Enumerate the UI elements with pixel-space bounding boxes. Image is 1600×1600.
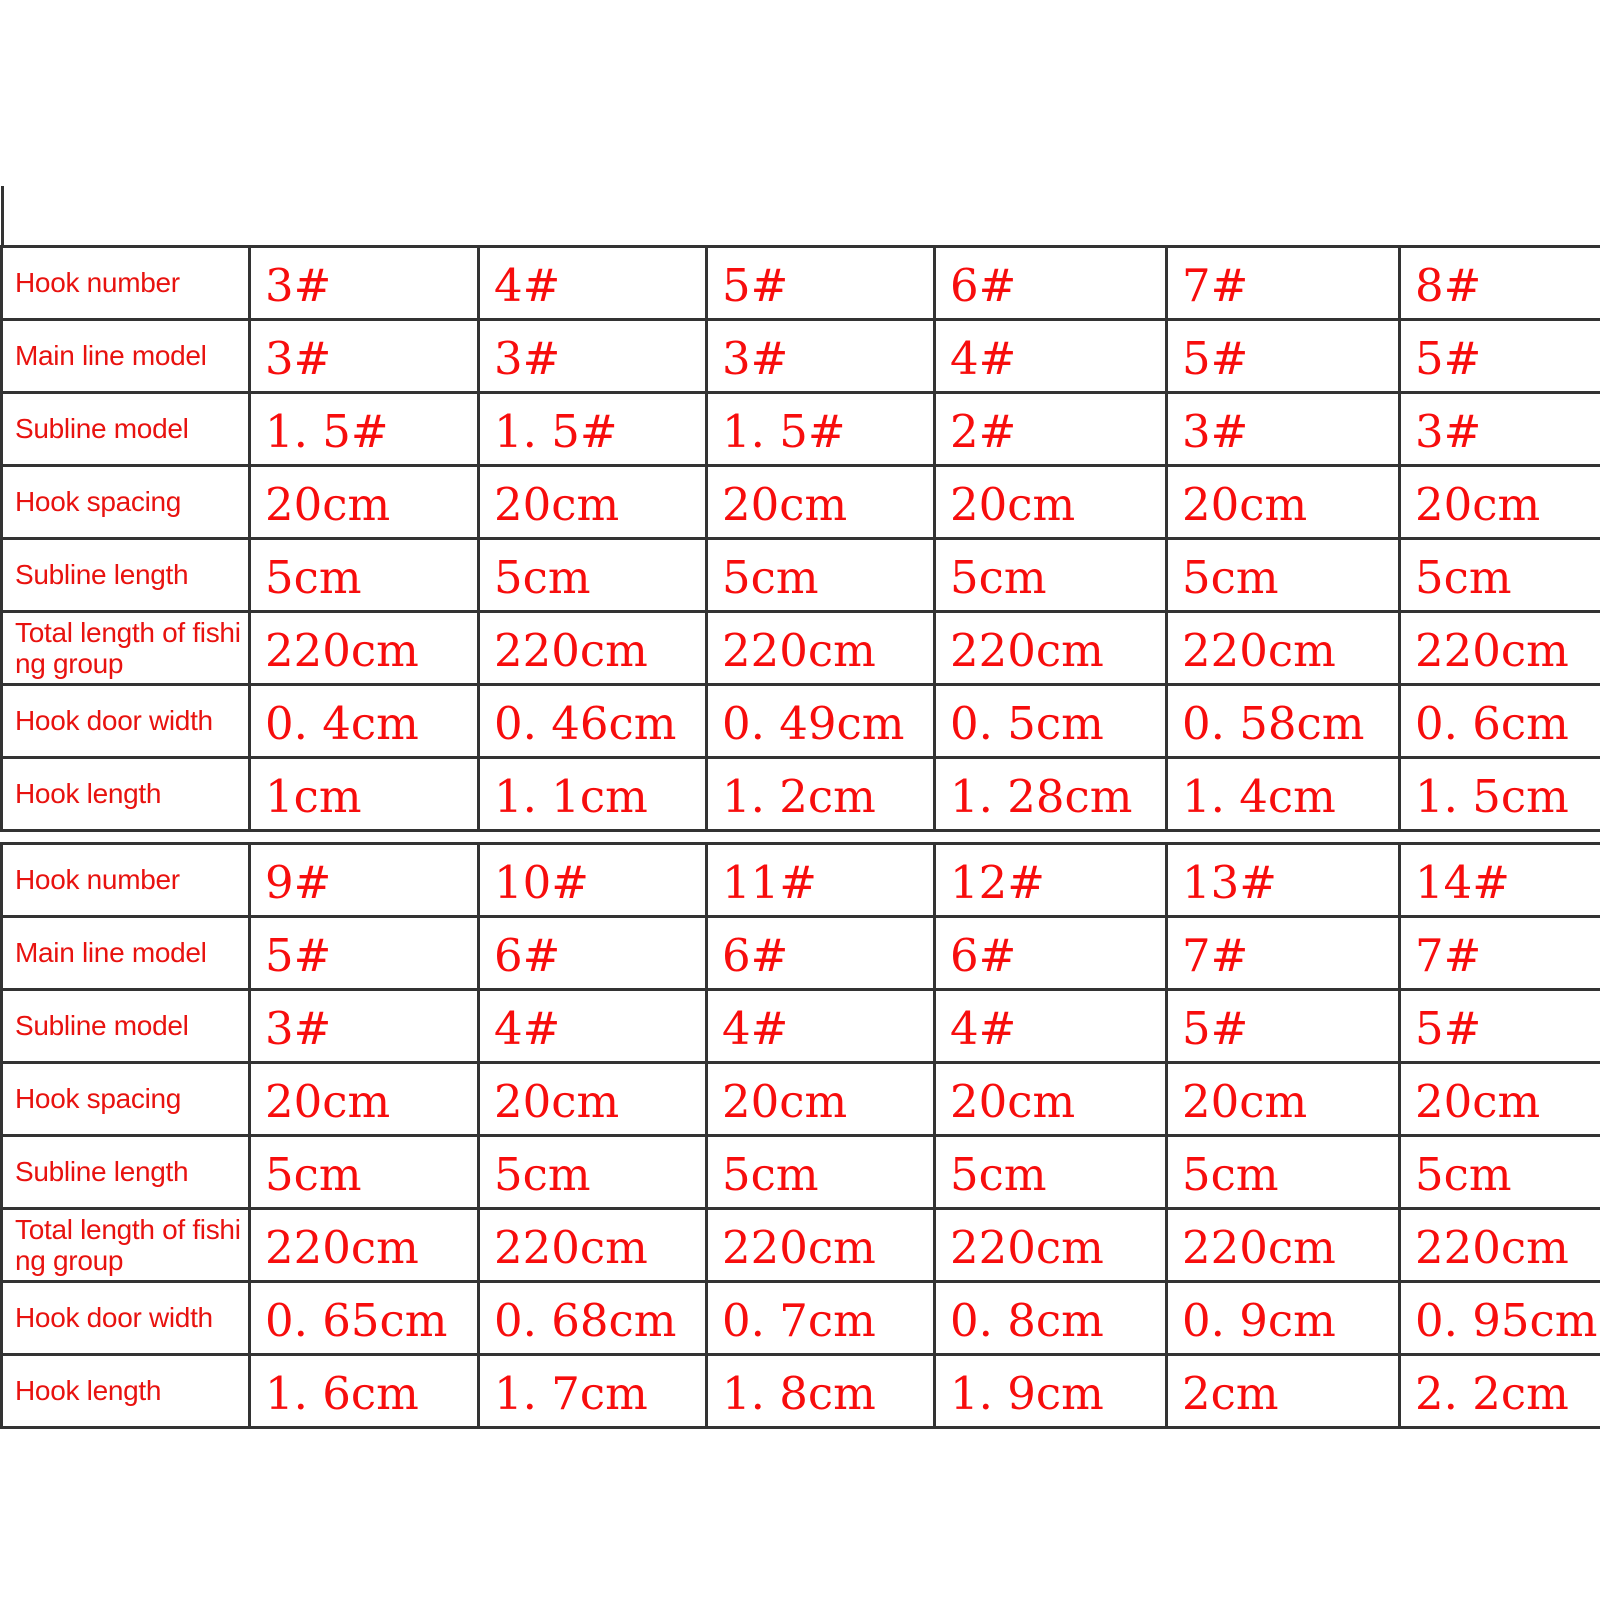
spec-value: 5# xyxy=(1167,320,1400,393)
row-label: Hook spacing xyxy=(2,466,250,539)
spec-value: 6# xyxy=(707,917,935,990)
table-row xyxy=(2,247,1600,320)
spec-value: 0. 68cm xyxy=(479,1282,707,1355)
spec-value: 8# xyxy=(1400,247,1600,320)
spec-value: 20cm xyxy=(250,1063,479,1136)
spec-value: 220cm xyxy=(479,612,707,685)
spec-value: 20cm xyxy=(935,1063,1167,1136)
row-label: Hook door width xyxy=(2,685,250,758)
table-row xyxy=(2,990,1600,1063)
spec-value: 20cm xyxy=(707,1063,935,1136)
spec-value: 2cm xyxy=(1167,1355,1400,1428)
table-row xyxy=(2,466,1600,539)
spec-value: 5cm xyxy=(1400,1136,1600,1209)
spec-value: 1. 7cm xyxy=(479,1355,707,1428)
spec-value: 6# xyxy=(935,247,1167,320)
spec-value: 3# xyxy=(707,320,935,393)
row-label: Subline length xyxy=(2,539,250,612)
spec-value: 20cm xyxy=(250,466,479,539)
spec-value: 3# xyxy=(1400,393,1600,466)
spec-value: 20cm xyxy=(935,466,1167,539)
spec-value: 5# xyxy=(707,247,935,320)
spec-value: 9# xyxy=(250,844,479,917)
spec-value: 0. 95cm xyxy=(1400,1282,1600,1355)
table-row xyxy=(2,758,1600,831)
spec-value: 5# xyxy=(250,917,479,990)
spec-value: 20cm xyxy=(707,466,935,539)
spec-value: 3# xyxy=(250,320,479,393)
spec-value: 5cm xyxy=(479,539,707,612)
spec-value: 1. 1cm xyxy=(479,758,707,831)
spec-value: 4# xyxy=(935,990,1167,1063)
row-label: Total length of fishing group xyxy=(2,1209,250,1282)
spec-value: 4# xyxy=(479,990,707,1063)
row-label: Hook door width xyxy=(2,1282,250,1355)
spec-value: 1. 2cm xyxy=(707,758,935,831)
row-label: Subline length xyxy=(2,1136,250,1209)
spec-value: 0. 65cm xyxy=(250,1282,479,1355)
spec-value: 5cm xyxy=(935,1136,1167,1209)
spec-value: 5cm xyxy=(250,539,479,612)
spec-value: 20cm xyxy=(1400,466,1600,539)
spec-value: 5cm xyxy=(1167,1136,1400,1209)
spec-value: 220cm xyxy=(1400,1209,1600,1282)
row-label: Hook number xyxy=(2,247,250,320)
spec-value: 1. 8cm xyxy=(707,1355,935,1428)
table-row xyxy=(2,1209,1600,1282)
row-label: Subline model xyxy=(2,393,250,466)
table-row xyxy=(2,1136,1600,1209)
spec-value: 5cm xyxy=(707,1136,935,1209)
spec-value: 13# xyxy=(1167,844,1400,917)
spec-value: 7# xyxy=(1167,917,1400,990)
spec-value: 7# xyxy=(1400,917,1600,990)
table-row xyxy=(2,917,1600,990)
table-row xyxy=(2,612,1600,685)
spec-value: 0. 7cm xyxy=(707,1282,935,1355)
spec-value: 4# xyxy=(479,247,707,320)
spec-value: 220cm xyxy=(1167,1209,1400,1282)
row-label: Hook length xyxy=(2,1355,250,1428)
row-label: Subline model xyxy=(2,990,250,1063)
spec-value: 2# xyxy=(935,393,1167,466)
spec-value: 3# xyxy=(1167,393,1400,466)
spec-value: 220cm xyxy=(1400,612,1600,685)
row-label: Main line model xyxy=(2,320,250,393)
spec-value: 20cm xyxy=(1167,1063,1400,1136)
spec-value: 1. 28cm xyxy=(935,758,1167,831)
spec-value: 11# xyxy=(707,844,935,917)
row-label: Main line model xyxy=(2,917,250,990)
spec-value: 5# xyxy=(1167,990,1400,1063)
spec-value: 0. 8cm xyxy=(935,1282,1167,1355)
spec-value: 220cm xyxy=(707,612,935,685)
spec-value: 2. 2cm xyxy=(1400,1355,1600,1428)
row-label: Hook spacing xyxy=(2,1063,250,1136)
spec-value: 1. 5# xyxy=(707,393,935,466)
row-label: Hook length xyxy=(2,758,250,831)
spec-value: 10# xyxy=(479,844,707,917)
spec-value: 5cm xyxy=(250,1136,479,1209)
spec-value: 5# xyxy=(1400,990,1600,1063)
spec-value: 220cm xyxy=(250,1209,479,1282)
spec-value: 5cm xyxy=(479,1136,707,1209)
spec-value: 5cm xyxy=(1167,539,1400,612)
spec-value: 220cm xyxy=(1167,612,1400,685)
spec-value: 0. 46cm xyxy=(479,685,707,758)
spec-value: 1cm xyxy=(250,758,479,831)
spec-value: 3# xyxy=(250,990,479,1063)
spec-value: 5cm xyxy=(707,539,935,612)
spec-value: 1. 5# xyxy=(250,393,479,466)
left-edge-line xyxy=(1,186,4,246)
spec-value: 3# xyxy=(250,247,479,320)
table-row xyxy=(2,1063,1600,1136)
spec-value: 20cm xyxy=(479,1063,707,1136)
spec-value: 6# xyxy=(479,917,707,990)
spec-value: 1. 5cm xyxy=(1400,758,1600,831)
table-row xyxy=(2,844,1600,917)
spec-value: 220cm xyxy=(479,1209,707,1282)
spec-value: 220cm xyxy=(935,1209,1167,1282)
spec-value: 220cm xyxy=(707,1209,935,1282)
spec-value: 4# xyxy=(935,320,1167,393)
spec-value: 220cm xyxy=(935,612,1167,685)
spec-value: 4# xyxy=(707,990,935,1063)
spec-value: 1. 9cm xyxy=(935,1355,1167,1428)
spec-value: 5# xyxy=(1400,320,1600,393)
spec-value: 3# xyxy=(479,320,707,393)
spec-value: 6# xyxy=(935,917,1167,990)
spec-value: 0. 58cm xyxy=(1167,685,1400,758)
table-row xyxy=(2,539,1600,612)
spec-value: 0. 5cm xyxy=(935,685,1167,758)
spec-value: 12# xyxy=(935,844,1167,917)
row-label: Total length of fishing group xyxy=(2,612,250,685)
spec-table-hooks-9-14 xyxy=(0,842,1600,1429)
spec-value: 1. 4cm xyxy=(1167,758,1400,831)
spec-table-hooks-3-8 xyxy=(0,245,1600,832)
table-row xyxy=(2,1355,1600,1428)
spec-value: 7# xyxy=(1167,247,1400,320)
table-row xyxy=(2,320,1600,393)
spec-value: 14# xyxy=(1400,844,1600,917)
table-row xyxy=(2,1282,1600,1355)
row-label: Hook number xyxy=(2,844,250,917)
table-row xyxy=(2,685,1600,758)
spec-value: 20cm xyxy=(1167,466,1400,539)
spec-value: 5cm xyxy=(935,539,1167,612)
spec-value: 0. 4cm xyxy=(250,685,479,758)
spec-value: 1. 6cm xyxy=(250,1355,479,1428)
spec-value: 20cm xyxy=(479,466,707,539)
spec-value: 1. 5# xyxy=(479,393,707,466)
spec-value: 20cm xyxy=(1400,1063,1600,1136)
spec-value: 0. 6cm xyxy=(1400,685,1600,758)
spec-value: 0. 9cm xyxy=(1167,1282,1400,1355)
table-row xyxy=(2,393,1600,466)
spec-value: 220cm xyxy=(250,612,479,685)
spec-value: 5cm xyxy=(1400,539,1600,612)
spec-value: 0. 49cm xyxy=(707,685,935,758)
